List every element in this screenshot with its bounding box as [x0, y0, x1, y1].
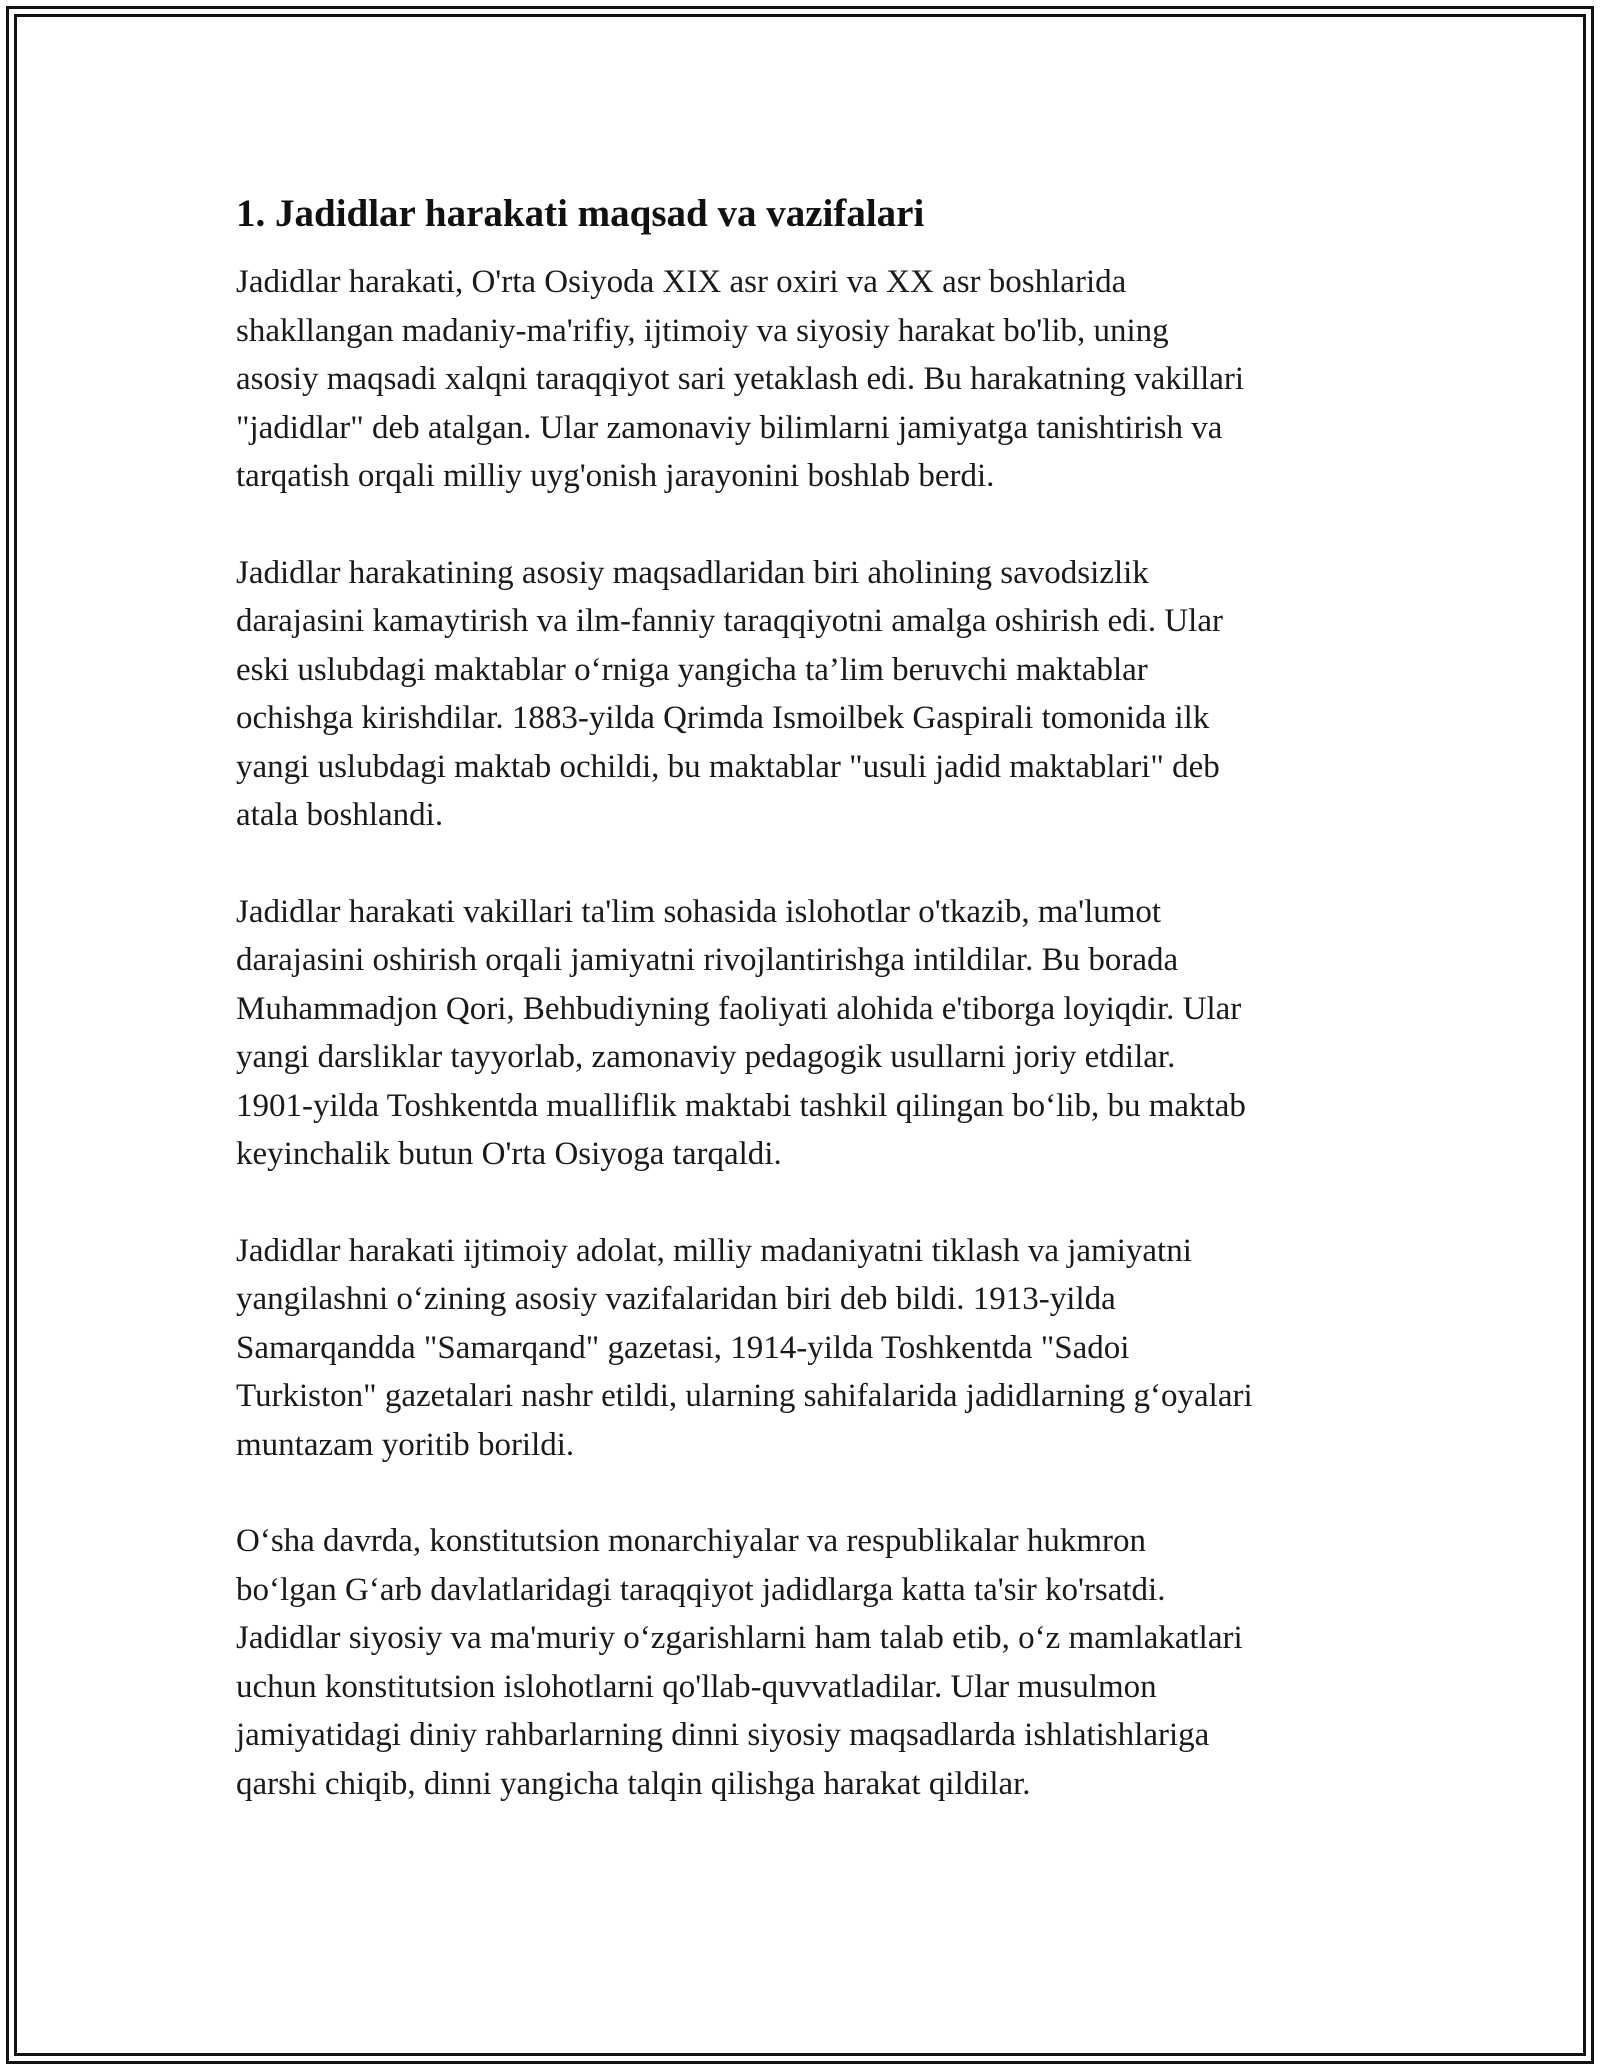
- text-line: yangilashni o‘zining asosiy vazifalaridan biri deb bildi. 1913-yilda: [236, 1281, 1116, 1317]
- text-line: qarshi chiqib, dinni yangicha talqin qilishga harakat qildilar.: [236, 1765, 1031, 1802]
- text-line: Jadidlar siyosiy va ma'muriy o‘zgarishlarni ham talab etib, o‘z mamlakatlari: [236, 1620, 1243, 1656]
- text-line: bo‘lgan G‘arb davlatlaridagi taraqqiyot jadidlarga katta ta'sir ko'rsatdi.: [236, 1571, 1166, 1608]
- text-line: tarqatish orqali milliy uyg'onish jarayonini boshlab berdi.: [236, 458, 995, 494]
- document-body: [236, 188, 1386, 1856]
- text-line: yangi darsliklar tayyorlab, zamonaviy pedagogik usullarni joriy etdilar.: [236, 1039, 1176, 1075]
- text-line: uchun konstitutsion islohotlarni qo'llab-quvvatladilar. Ular musulmon: [236, 1668, 1157, 1705]
- text-line: darajasini kamaytirish va ilm-fanniy taraqqiyotni amalga oshirish edi. Ular: [236, 603, 1223, 639]
- paragraph-2: [236, 549, 1386, 840]
- text-line: Muhammadjon Qori, Behbudiyning faoliyati alohida e'tiborga loyiqdir. Ular: [236, 990, 1242, 1027]
- paragraph-4: [236, 1227, 1386, 1470]
- text-line: Turkiston" gazetalari nashr etildi, ularning sahifalarida jadidlarning g‘oyalari: [236, 1378, 1253, 1414]
- text-line: darajasini oshirish orqali jamiyatni rivojlantirishga intildilar. Bu borada: [236, 942, 1179, 978]
- text-line: keyinchalik butun O'rta Osiyoga tarqaldi.: [236, 1136, 782, 1172]
- paragraph-3: [236, 888, 1386, 1179]
- text-line: 1901-yilda Toshkentda mualliflik maktabi tashkil qilingan bo‘lib, bu maktab: [236, 1087, 1246, 1124]
- text-line: Samarqandda "Samarqand" gazetasi, 1914-yilda Toshkentda "Sadoi: [236, 1329, 1130, 1366]
- text-line: Jadidlar harakati ijtimoiy adolat, milliy madaniyatni tiklash va jamiyatni: [236, 1232, 1192, 1269]
- text-line: eski uslubdagi maktablar o‘rniga yangicha ta’lim beruvchi maktablar: [236, 651, 1148, 688]
- text-line: Jadidlar harakati vakillari ta'lim sohasida islohotlar o'tkazib, ma'lumot: [236, 893, 1162, 930]
- text-line: Jadidlar harakati, O'rta Osiyoda XIX asr oxiri va XX asr boshlarida: [236, 264, 1127, 300]
- text-line: shakllangan madaniy-ma'rifiy, ijtimoiy va siyosiy harakat bo'lib, uning: [236, 312, 1169, 349]
- text-line: Jadidlar harakatining asosiy maqsadlaridan biri aholining savodsizlik: [236, 554, 1149, 591]
- document-title: 1. Jadidlar harakati maqsad va vazifalari: [236, 192, 925, 235]
- text-line: yangi uslubdagi maktab ochildi, bu maktablar "usuli jadid maktablari" deb: [236, 748, 1220, 785]
- text-line: jamiyatidagi diniy rahbarlarning dinni siyosiy maqsadlarda ishlatishlariga: [236, 1717, 1210, 1753]
- paragraph-1: [236, 258, 1386, 501]
- text-line: O‘sha davrda, konstitutsion monarchiyalar va respublikalar hukmron: [236, 1523, 1147, 1559]
- text-line: muntazam yoritib borildi.: [236, 1426, 575, 1463]
- text-line: ochishga kirishdilar. 1883-yilda Qrimda Ismoilbek Gaspirali tomonida ilk: [236, 700, 1210, 736]
- text-line: asosiy maqsadi xalqni taraqqiyot sari yetaklash edi. Bu harakatning vakillari: [236, 361, 1245, 397]
- paragraph-5: [236, 1517, 1386, 1808]
- text-line: "jadidlar" deb atalgan. Ular zamonaviy bilimlarni jamiyatga tanishtirish va: [236, 409, 1223, 446]
- text-line: atala boshlandi.: [236, 797, 444, 833]
